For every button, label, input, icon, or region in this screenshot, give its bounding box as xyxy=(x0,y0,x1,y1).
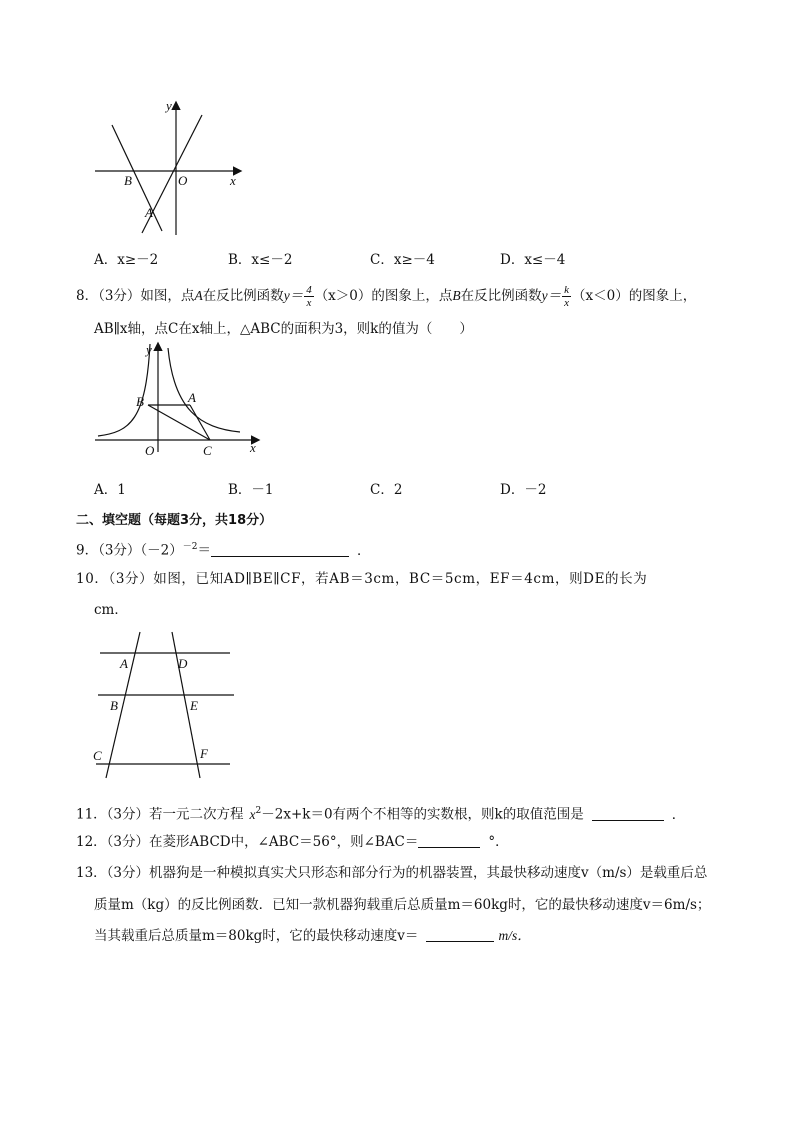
fig8-label-y: y xyxy=(146,342,152,357)
q13-line-1: 13．（3分）机器狗是一种模拟真实犬只形态和部分行为的机器装置，其最快移动速度v（m/s）是载重后总 xyxy=(76,865,708,881)
q8-y2: y＝ xyxy=(541,288,562,303)
fig10-label-D: D xyxy=(178,656,188,671)
q13-end: m/s． xyxy=(498,928,531,943)
q11-sup: 2 xyxy=(255,806,262,816)
q7-option-d: D．x≤－4 xyxy=(500,252,566,268)
q9 xyxy=(76,538,371,560)
fig7-label-A: A xyxy=(145,205,153,220)
line-1 xyxy=(112,125,162,231)
q9-text: 9．（3分）（－2） xyxy=(76,542,183,559)
q8-f1-den: x xyxy=(306,297,312,309)
curve-left xyxy=(98,344,150,436)
q7-option-c: C．x≥－4 xyxy=(370,252,435,268)
q11-text: 11．（3分）若一元二次方程 xyxy=(76,806,244,823)
fig8-label-A: A xyxy=(188,390,196,405)
fig7-label-O: O xyxy=(178,173,188,188)
q13-answer-blank[interactable] xyxy=(426,927,494,942)
fig10-label-A: A xyxy=(120,656,128,671)
q8-option-d: D．－2 xyxy=(500,482,547,498)
fig8-label-O: O xyxy=(145,443,155,458)
fig10-label-E: E xyxy=(190,698,198,713)
q12 xyxy=(76,833,509,851)
q7-figure xyxy=(90,95,250,240)
q10-line-1: 10．（3分）如图，已知AD∥BE∥CF，若AB＝3cm，BC＝5cm，EF＝4cm，则DE的长为 xyxy=(76,571,648,587)
q13-line-3-text: 当其载重后总质量m＝80kg时，它的最快移动速度v＝ xyxy=(94,928,419,944)
q11-eq: x xyxy=(249,806,256,822)
q8-line-1 xyxy=(76,284,696,309)
q8-f2-num: k xyxy=(564,284,570,296)
q13-line-2: 质量m（kg）的反比例函数．已知一款机器狗载重后总质量m＝60kg时，它的最快移动速度v＝6m/s； xyxy=(94,897,711,913)
q9-answer-blank[interactable] xyxy=(211,542,349,557)
fig10-label-B: B xyxy=(110,698,118,713)
q8-point-a: A xyxy=(194,288,203,303)
segment-bc xyxy=(148,405,210,440)
q10-line-2: cm． xyxy=(94,602,128,618)
q13-line-3 xyxy=(94,927,531,945)
q8-f2-den: x xyxy=(564,297,570,309)
q8-line-2: AB∥x轴，点C在x轴上，△ABC的面积为3，则k的值为（ ） xyxy=(94,321,473,337)
q10-figure xyxy=(90,630,240,780)
fig10-label-C: C xyxy=(93,748,102,763)
q8-option-a: A．1 xyxy=(94,482,126,498)
q7-option-a: A．x≥－2 xyxy=(94,252,159,268)
q11-rest: －2x+k＝0有两个不相等的实数根，则k的取值范围是 xyxy=(261,806,584,823)
q8-fraction-1 xyxy=(304,284,314,309)
q9-exponent: －2 xyxy=(182,542,198,552)
fig7-label-x: x xyxy=(230,173,236,188)
q7-option-b: B．x≤－2 xyxy=(228,252,293,268)
fig8-label-B: B xyxy=(136,394,144,409)
q8-fraction-2 xyxy=(562,284,571,309)
q8-option-c: C．2 xyxy=(370,482,403,498)
fig7-label-B: B xyxy=(124,173,132,188)
fig7-label-y: y xyxy=(166,98,172,113)
q12-answer-blank[interactable] xyxy=(418,833,480,848)
q8-mid-2: 在反比例函数 xyxy=(460,288,542,304)
q12-end: °． xyxy=(488,834,509,850)
q8-option-b: B．－1 xyxy=(228,482,274,498)
section-2-heading: 二、填空题（每题3分，共18分） xyxy=(76,513,273,528)
fig10-label-F: F xyxy=(200,746,208,761)
q11-end: ． xyxy=(671,806,686,823)
q8-mid-1: 在反比例函数 xyxy=(202,288,284,304)
q8-figure xyxy=(90,340,270,460)
q11-answer-blank[interactable] xyxy=(592,806,664,821)
q9-eq: ＝ xyxy=(197,542,212,559)
fig8-label-C: C xyxy=(203,443,212,458)
q8-f1-num: 4 xyxy=(306,284,312,296)
q11 xyxy=(76,802,685,824)
curve-right xyxy=(168,348,240,432)
q8-cond-2: （x＜0）的图象上， xyxy=(572,288,697,304)
q12-text: 12．（3分）在菱形ABCD中，∠ABC＝56°，则∠BAC＝ xyxy=(76,834,419,850)
q8-point-b: B xyxy=(452,288,461,303)
q8-cond-1: （x＞0）的图象上，点 xyxy=(314,288,453,304)
q9-end: ． xyxy=(357,542,371,559)
fig8-label-x: x xyxy=(250,440,256,455)
q8-prefix: 8．（3分）如图，点 xyxy=(76,288,195,304)
q8-y1: y＝ xyxy=(283,288,304,303)
